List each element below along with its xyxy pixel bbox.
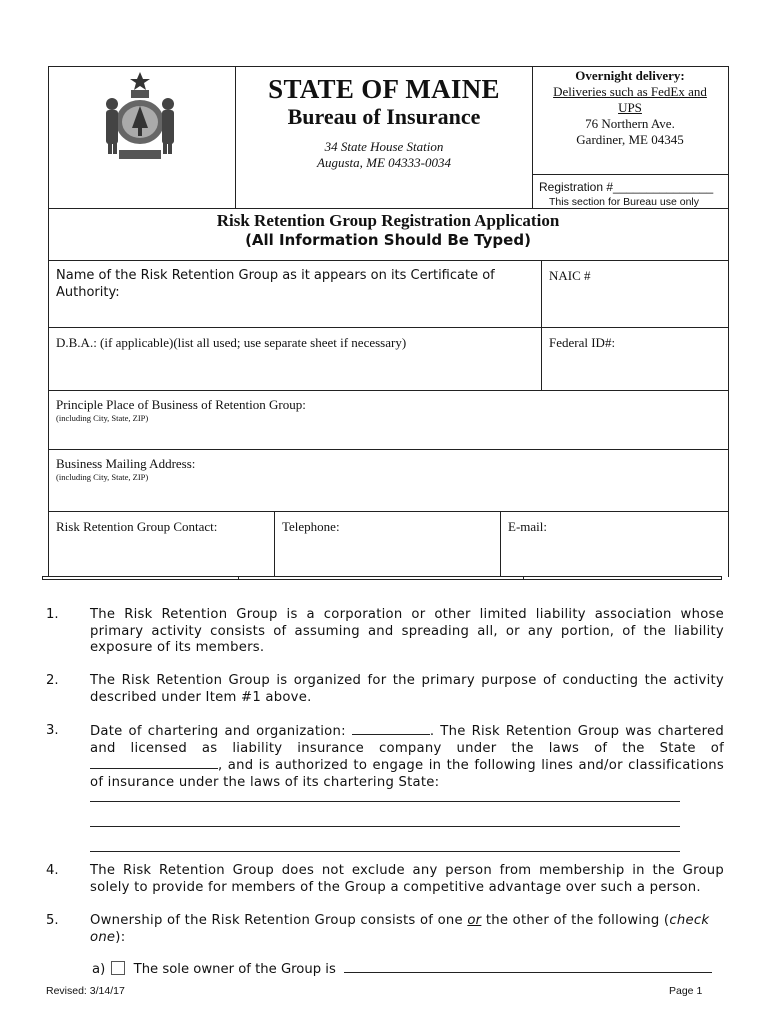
charter-state-blank[interactable] — [90, 757, 218, 769]
address-line1: 34 State House Station — [324, 139, 444, 154]
naic-field[interactable]: NAIC # — [549, 268, 591, 283]
page-number: Page 1 — [669, 985, 703, 997]
overnight-city: Gardiner, ME 04345 — [576, 132, 684, 147]
state-title: STATE OF MAINE — [268, 74, 500, 104]
sole-owner-blank[interactable] — [344, 961, 712, 973]
contact-field[interactable]: Risk Retention Group Contact: — [56, 519, 218, 534]
lines-of-insurance-line-2[interactable] — [90, 826, 680, 827]
option-a: a) The sole owner of the Group is — [92, 961, 732, 977]
registration-field[interactable]: Registration #_______________ — [539, 180, 714, 194]
mailing-address-field[interactable]: Business Mailing Address: — [56, 456, 196, 471]
telephone-field[interactable]: Telephone: — [282, 519, 340, 534]
principle-place-note: (including City, State, ZIP) — [56, 413, 149, 423]
registration-note: This section for Bureau use only — [549, 196, 699, 208]
form-subtitle: (All Information Should Be Typed) — [245, 231, 531, 249]
rrg-name-field[interactable]: Name of the Risk Retention Group as it appears on its Certificate of Authority: — [56, 268, 495, 300]
address-line2: Augusta, ME 04333-0034 — [317, 155, 451, 170]
charter-date-blank[interactable] — [352, 723, 430, 735]
lines-of-insurance-line-3[interactable] — [90, 851, 680, 852]
mailing-address-note: (including City, State, ZIP) — [56, 472, 149, 482]
bureau-title: Bureau of Insurance — [287, 104, 481, 129]
state-seal-icon — [95, 70, 185, 164]
dba-field[interactable]: D.B.A.: (if applicable)(list all used; use separate sheet if necessary) — [56, 335, 407, 350]
principle-place-field[interactable]: Principle Place of Business of Retention Group: — [56, 397, 306, 412]
form-title: Risk Retention Group Registration Application — [216, 211, 560, 230]
overnight-link[interactable]: Deliveries such as FedEx and UPS — [553, 84, 707, 115]
lines-of-insurance-line-1[interactable] — [90, 801, 680, 802]
revised-date: Revised: 3/14/17 — [46, 985, 125, 997]
email-field[interactable]: E-mail: — [508, 519, 547, 534]
federal-id-field[interactable]: Federal ID#: — [549, 335, 616, 350]
overnight-street: 76 Northern Ave. — [585, 116, 675, 131]
option-a-checkbox[interactable] — [111, 961, 125, 975]
overnight-title: Overnight delivery: — [575, 68, 685, 83]
